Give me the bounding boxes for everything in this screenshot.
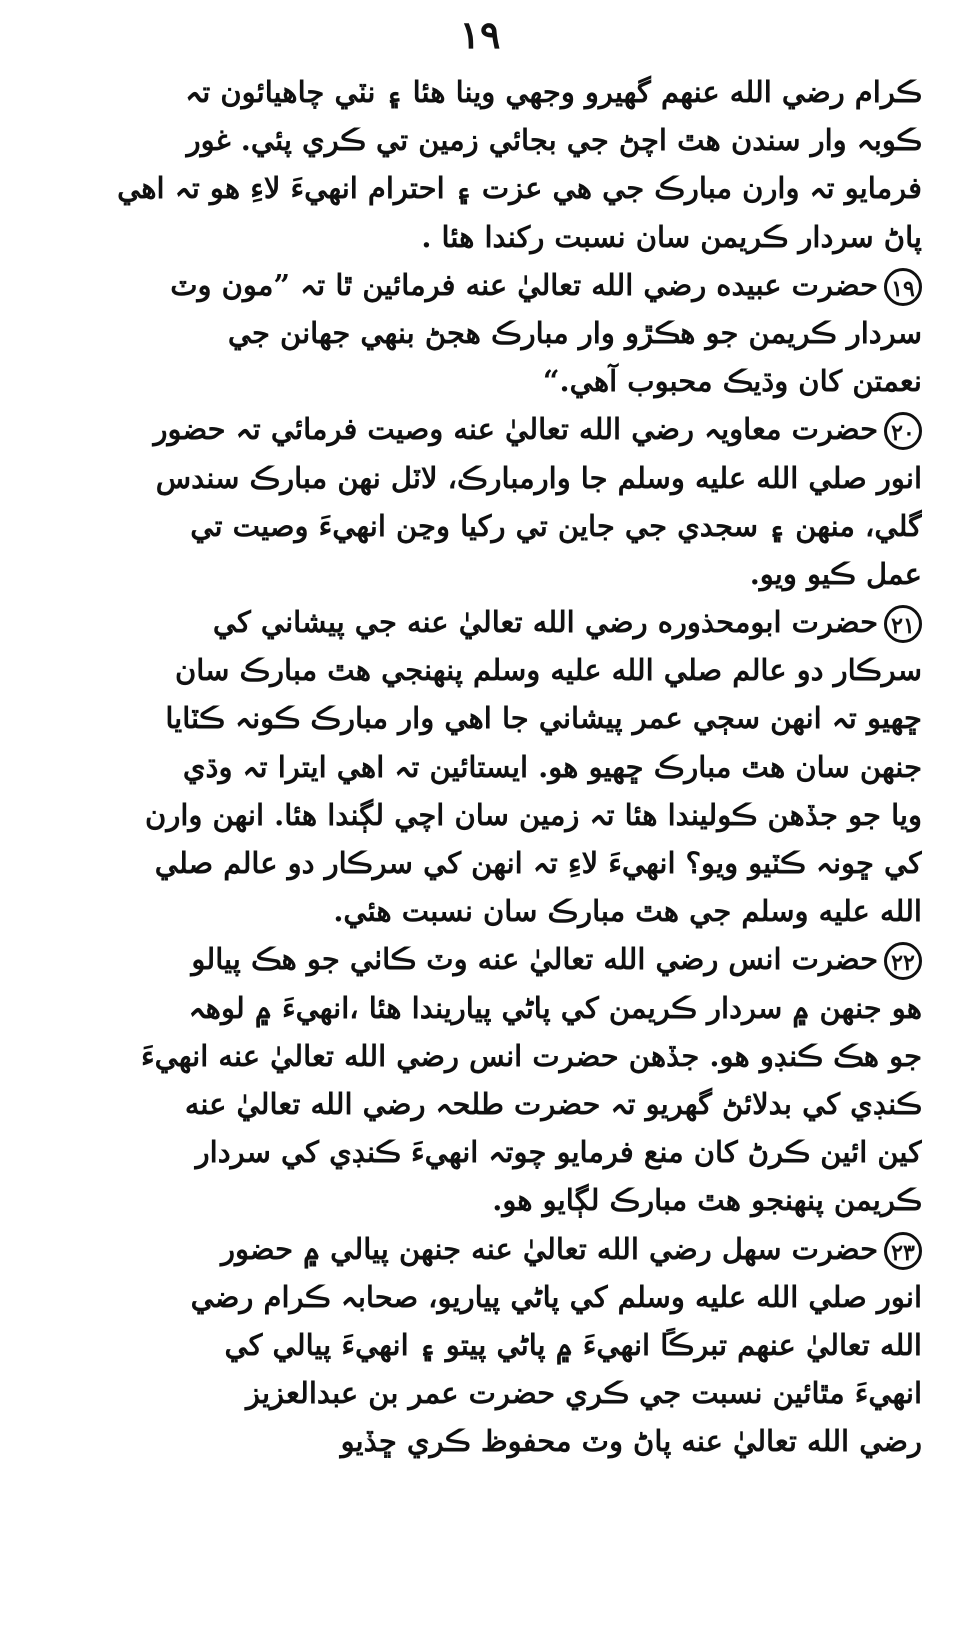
text-line: گلي، منهن ۽ سجدي جي جاين تي رکيا وڃن انهيءَ وصيت تي xyxy=(190,508,922,543)
page-number: ١٩ xyxy=(459,12,501,57)
paragraph-number-badge: ٢٠ xyxy=(884,412,922,450)
text-line: ١٩حضرت عبيده رضي الله تعاليٰ عنه فرمائين ٿا تہ ”مون وٽ xyxy=(22,261,922,309)
paragraph-number-badge: ٢١ xyxy=(884,605,922,643)
text-line: سرڪار دو عالم صلي الله عليه وسلم پنهنجي هٿ مبارڪ سان xyxy=(174,653,922,688)
text-line: ڪوبہ وار سندن هٿ اچڻ جي بجائي زمين تي ڪري پئي. غور xyxy=(186,123,922,158)
text-line: جنهن سان هٿ مبارڪ ڇهيو هو. ايستائين تہ اهي ايترا تہ وڌي xyxy=(182,749,922,784)
text-line: رضي الله تعاليٰ عنه پاڻ وٽ محفوظ ڪري ڇڏيو xyxy=(340,1424,922,1459)
paragraph-number-badge: ٢٣ xyxy=(884,1232,922,1270)
text-line: ڪنڊي کي بدلائڻ گهريو تہ حضرت طلحہ رضي الله تعاليٰ عنه xyxy=(184,1086,922,1121)
text-line: ٢٣حضرت سهل رضي الله تعاليٰ عنه جنهن پيالي ۾ حضور xyxy=(22,1225,922,1273)
text-line: ڇهيو تہ انهن سڄي عمر پيشاني جا اهي وار مبارڪ ڪونہ ڪٽايا xyxy=(165,701,922,736)
text-line: عمل ڪيو ويو. xyxy=(749,556,922,591)
text-line: انور صلي الله عليه وسلم جا وارمبارڪ، لاٽل نهن مبارڪ سندس xyxy=(155,460,922,495)
text-line: نعمتن کان وڌيڪ محبوب آهي.“ xyxy=(542,364,922,399)
text-line: کي ڇونہ ڪٽيو ويو؟ انهيءَ لاءِ تہ انهن کي سرڪار دو عالم صلي xyxy=(154,846,922,880)
text-line: الله تعاليٰ عنهم تبرڪًا انهيءَ ۾ پاڻي پيتو ۽ انهيءَ پيالي کي xyxy=(224,1327,922,1362)
text-line: الله عليه وسلم جي هٿ مبارڪ سان نسبت هئي. xyxy=(333,894,922,929)
text-line: ٢٢حضرت انس رضي الله تعاليٰ عنه وٽ ڪاٺي جو هڪ پيالو xyxy=(22,935,922,983)
body-text xyxy=(22,68,922,1465)
text-line: سردار ڪريمن جو هڪڙو وار مبارڪ هجڻ بنهي جهانن جي xyxy=(227,315,922,350)
paragraph-number-badge: ١٩ xyxy=(884,268,922,306)
text-line: ڪرام رضي الله عنهم گهيرو وجهي وينا هئا ۽ نٽي چاهيائون تہ xyxy=(185,75,922,109)
text-line: فرمايو تہ وارن مبارڪ جي هي عزت ۽ احترام انهيءَ لاءِ هو تہ اهي xyxy=(117,171,922,206)
paragraph-number-badge: ٢٢ xyxy=(884,942,922,980)
text-line: جو هڪ ڪنڊو هو. جڏهن حضرت انس رضي الله تعاليٰ عنه انهيءَ xyxy=(141,1038,922,1073)
text-line: ويا جو جڏهن ڪوليندا هئا تہ زمين سان اچي لڳندا هئا. انهن وارن xyxy=(145,797,922,832)
text-line: انور صلي الله عليه وسلم کي پاڻي پياريو، صحابہ ڪرام رضي xyxy=(190,1279,922,1314)
text-line: ڪريمن پنهنجو هٿ مبارڪ لڳايو هو. xyxy=(492,1183,922,1218)
text-line: هو جنهن ۾ سردار ڪريمن کي پاڻي پياريندا هئا ،انهيءَ ۾ لوهہ xyxy=(188,990,922,1025)
text-line: پاڻ سردار ڪريمن سان نسبت رکندا هئا . xyxy=(421,219,922,254)
text-line: کين ائين ڪرڻ کان منع فرمايو چوتہ انهيءَ ڪنڊي کي سردار xyxy=(195,1135,922,1170)
text-line: ٢٠حضرت معاويہ رضي الله تعاليٰ عنه وصيت فرمائي تہ حضور xyxy=(22,405,922,453)
text-line: انهيءَ مٿائين نسبت جي ڪري حضرت عمر بن عبدالعزيز xyxy=(245,1376,922,1411)
text-line: ٢١حضرت ابومحذوره رضي الله تعاليٰ عنه جي پيشاني کي xyxy=(22,598,922,646)
